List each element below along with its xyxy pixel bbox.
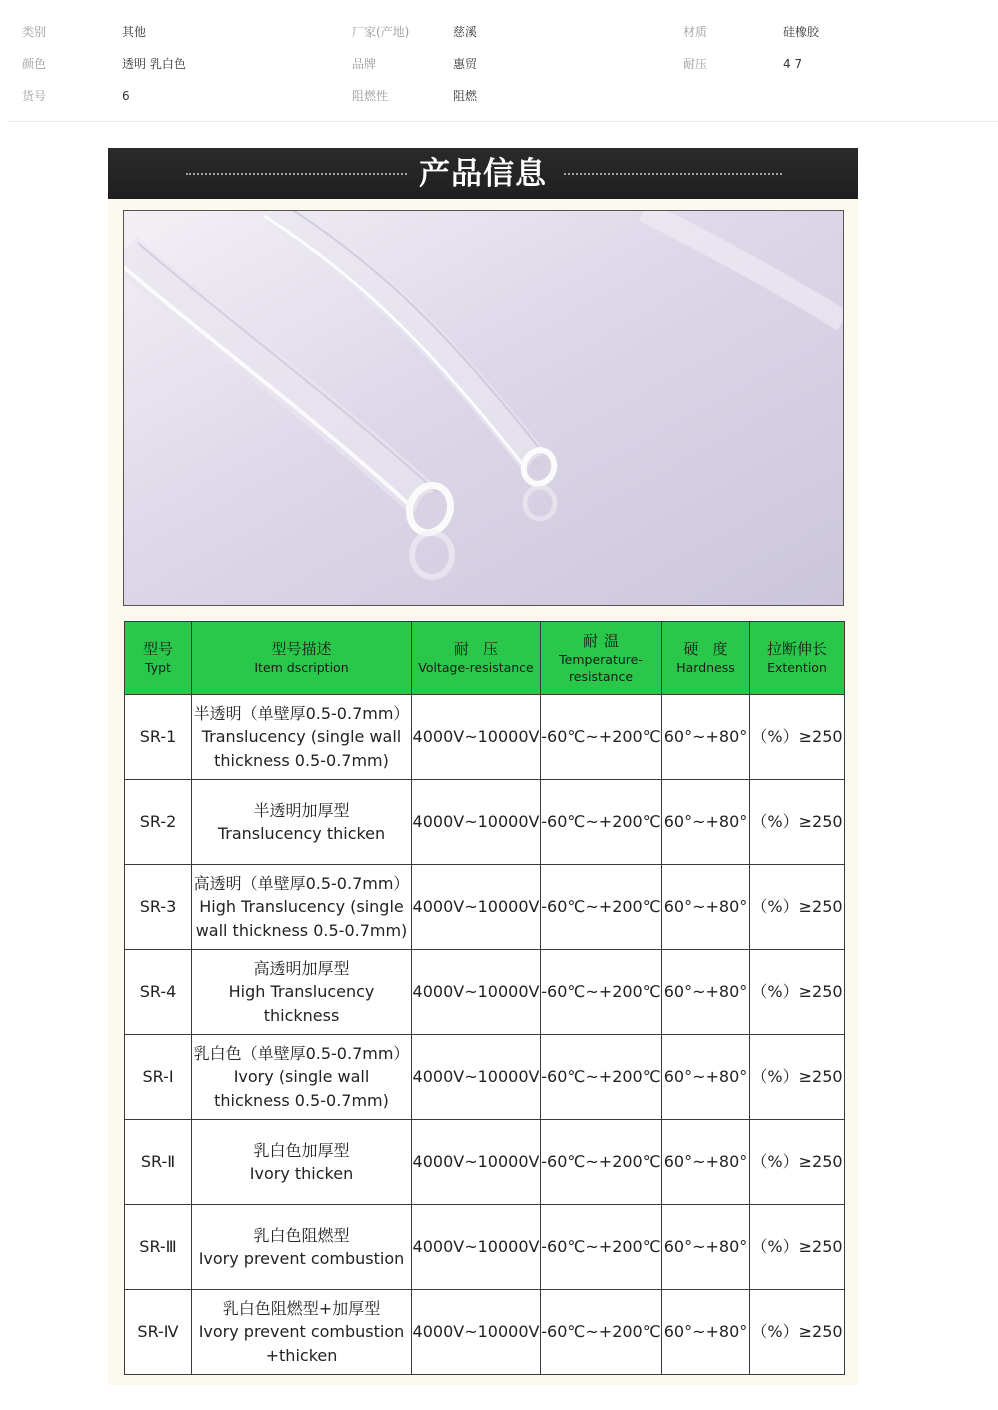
attr-label-category: 类别 <box>22 25 47 39</box>
desc-en: Ivory prevent combustion <box>198 1249 405 1268</box>
desc-en: High Translucency thickness <box>228 982 375 1025</box>
product-info-banner <box>108 148 858 199</box>
cell-hardness: 60°~+80° <box>662 1205 750 1290</box>
cell-voltage: 4000V~10000V <box>412 1035 541 1120</box>
cell-temperature: -60℃~+200℃ <box>541 1120 662 1205</box>
product-photo <box>123 210 844 606</box>
cell-voltage: 4000V~10000V <box>412 695 541 780</box>
cell-hardness: 60°~+80° <box>662 1290 750 1375</box>
header-description-zh: 型号描述 <box>271 640 332 658</box>
cell-elongation: （%）≥250 <box>750 865 845 950</box>
table-row <box>125 865 845 950</box>
header-temperature <box>541 622 662 695</box>
desc-zh: 乳白色加厚型 <box>253 1140 350 1160</box>
cell-model: SR-2 <box>125 780 192 865</box>
cell-temperature: -60℃~+200℃ <box>541 865 662 950</box>
cell-elongation: （%）≥250 <box>750 1205 845 1290</box>
desc-zh: 乳白色阻燃型+加厚型 <box>222 1298 381 1318</box>
cell-description <box>192 780 412 865</box>
attr-value-flame: 阻燃 <box>453 89 478 103</box>
header-elongation-en: Extention <box>767 660 827 675</box>
cell-temperature: -60℃~+200℃ <box>541 1035 662 1120</box>
table-row <box>125 1290 845 1375</box>
desc-zh: 高透明（单壁厚0.5-0.7mm） <box>193 873 410 893</box>
cell-temperature: -60℃~+200℃ <box>541 1290 662 1375</box>
table-row <box>125 1120 845 1205</box>
header-model-en: Typt <box>145 660 171 675</box>
cell-voltage: 4000V~10000V <box>412 1290 541 1375</box>
header-model-zh: 型号 <box>142 640 173 658</box>
cell-description <box>192 865 412 950</box>
attr-label-origin: 厂家(产地) <box>352 25 410 39</box>
table-row <box>125 780 845 865</box>
header-hardness-zh: 硬度 <box>683 640 742 658</box>
attr-value-brand: 惠贸 <box>453 57 478 71</box>
desc-en: Translucency thicken <box>217 824 386 843</box>
header-temperature-en: Temperature-resistance <box>559 651 643 684</box>
cell-elongation: （%）≥250 <box>750 1290 845 1375</box>
desc-zh: 乳白色阻燃型 <box>253 1225 350 1245</box>
header-hardness-en: Hardness <box>676 660 735 675</box>
table-row <box>125 1035 845 1120</box>
cell-voltage: 4000V~10000V <box>412 950 541 1035</box>
banner-dotted-rule <box>564 173 782 175</box>
attr-value-item-no: 6 <box>122 89 130 103</box>
attr-label-item-no: 货号 <box>22 89 47 103</box>
cell-elongation: （%）≥250 <box>750 780 845 865</box>
cell-temperature: -60℃~+200℃ <box>541 1205 662 1290</box>
cell-elongation: （%）≥250 <box>750 1120 845 1205</box>
attr-value-material: 硅橡胶 <box>783 25 820 39</box>
cell-hardness: 60°~+80° <box>662 695 750 780</box>
cell-model: SR-1 <box>125 695 192 780</box>
cell-model: SR-3 <box>125 865 192 950</box>
cell-hardness: 60°~+80° <box>662 1035 750 1120</box>
banner-title: 产品信息 <box>419 156 547 192</box>
desc-en: High Translucency (single wall thickness 0.5-0.7mm) <box>195 897 408 940</box>
attr-value-origin: 慈溪 <box>453 25 478 39</box>
cell-temperature: -60℃~+200℃ <box>541 780 662 865</box>
header-voltage <box>412 622 541 695</box>
table-row <box>125 950 845 1035</box>
desc-zh: 乳白色（单壁厚0.5-0.7mm） <box>193 1043 410 1063</box>
cell-hardness: 60°~+80° <box>662 1120 750 1205</box>
cell-elongation: （%）≥250 <box>750 950 845 1035</box>
header-voltage-zh: 耐压 <box>453 640 512 658</box>
cell-voltage: 4000V~10000V <box>412 1205 541 1290</box>
desc-zh: 高透明加厚型 <box>253 958 350 978</box>
table-row <box>125 1205 845 1290</box>
divider <box>8 121 998 122</box>
cell-description <box>192 695 412 780</box>
desc-en: Ivory (single wall thickness 0.5-0.7mm) <box>214 1067 389 1110</box>
attr-label-pressure: 耐压 <box>683 57 708 71</box>
attr-label-brand: 品牌 <box>352 57 377 71</box>
cell-temperature: -60℃~+200℃ <box>541 695 662 780</box>
header-voltage-en: Voltage-resistance <box>418 660 534 675</box>
header-hardness <box>662 622 750 695</box>
attr-row <box>0 32 998 71</box>
spec-table <box>124 621 845 1375</box>
cell-model: SR-Ⅰ <box>125 1035 192 1120</box>
cell-model: SR-Ⅱ <box>125 1120 192 1205</box>
header-temperature-zh: 耐温 <box>582 631 625 650</box>
cell-description <box>192 1035 412 1120</box>
desc-en: Ivory prevent combustion +thicken <box>198 1322 405 1365</box>
cell-hardness: 60°~+80° <box>662 865 750 950</box>
product-attributes <box>0 0 998 122</box>
attr-value-color: 透明 乳白色 <box>122 57 186 71</box>
silicone-tube-illustration <box>124 211 843 605</box>
cell-description <box>192 950 412 1035</box>
header-model <box>125 622 192 695</box>
cell-description <box>192 1120 412 1205</box>
cell-voltage: 4000V~10000V <box>412 865 541 950</box>
cell-elongation: （%）≥250 <box>750 695 845 780</box>
table-row <box>125 695 845 780</box>
table-header-row <box>125 622 845 695</box>
desc-zh: 半透明（单壁厚0.5-0.7mm） <box>193 703 410 723</box>
cell-voltage: 4000V~10000V <box>412 1120 541 1205</box>
cell-hardness: 60°~+80° <box>662 950 750 1035</box>
attr-label-color: 颜色 <box>22 57 47 71</box>
cell-model: SR-Ⅲ <box>125 1205 192 1290</box>
desc-en: Ivory thicken <box>249 1164 354 1183</box>
header-description-en: Item dscription <box>254 660 349 675</box>
desc-en: Translucency (single wall thickness 0.5-0.7mm) <box>201 727 402 770</box>
cell-hardness: 60°~+80° <box>662 780 750 865</box>
banner-dotted-rule <box>186 173 407 175</box>
header-description <box>192 622 412 695</box>
cell-temperature: -60℃~+200℃ <box>541 950 662 1035</box>
cell-description <box>192 1290 412 1375</box>
header-elongation-zh: 拉断伸长 <box>766 640 827 658</box>
cell-elongation: （%）≥250 <box>750 1035 845 1120</box>
attr-value-category: 其他 <box>122 25 147 39</box>
cell-description <box>192 1205 412 1290</box>
desc-zh: 半透明加厚型 <box>253 800 350 820</box>
attr-label-flame: 阻燃性 <box>352 89 389 103</box>
attr-row <box>0 64 998 103</box>
attr-label-material: 材质 <box>683 25 708 39</box>
cell-model: SR-Ⅳ <box>125 1290 192 1375</box>
cell-voltage: 4000V~10000V <box>412 780 541 865</box>
cell-model: SR-4 <box>125 950 192 1035</box>
header-elongation <box>750 622 845 695</box>
attr-value-pressure: 4 7 <box>783 57 803 71</box>
attr-row <box>0 0 998 39</box>
